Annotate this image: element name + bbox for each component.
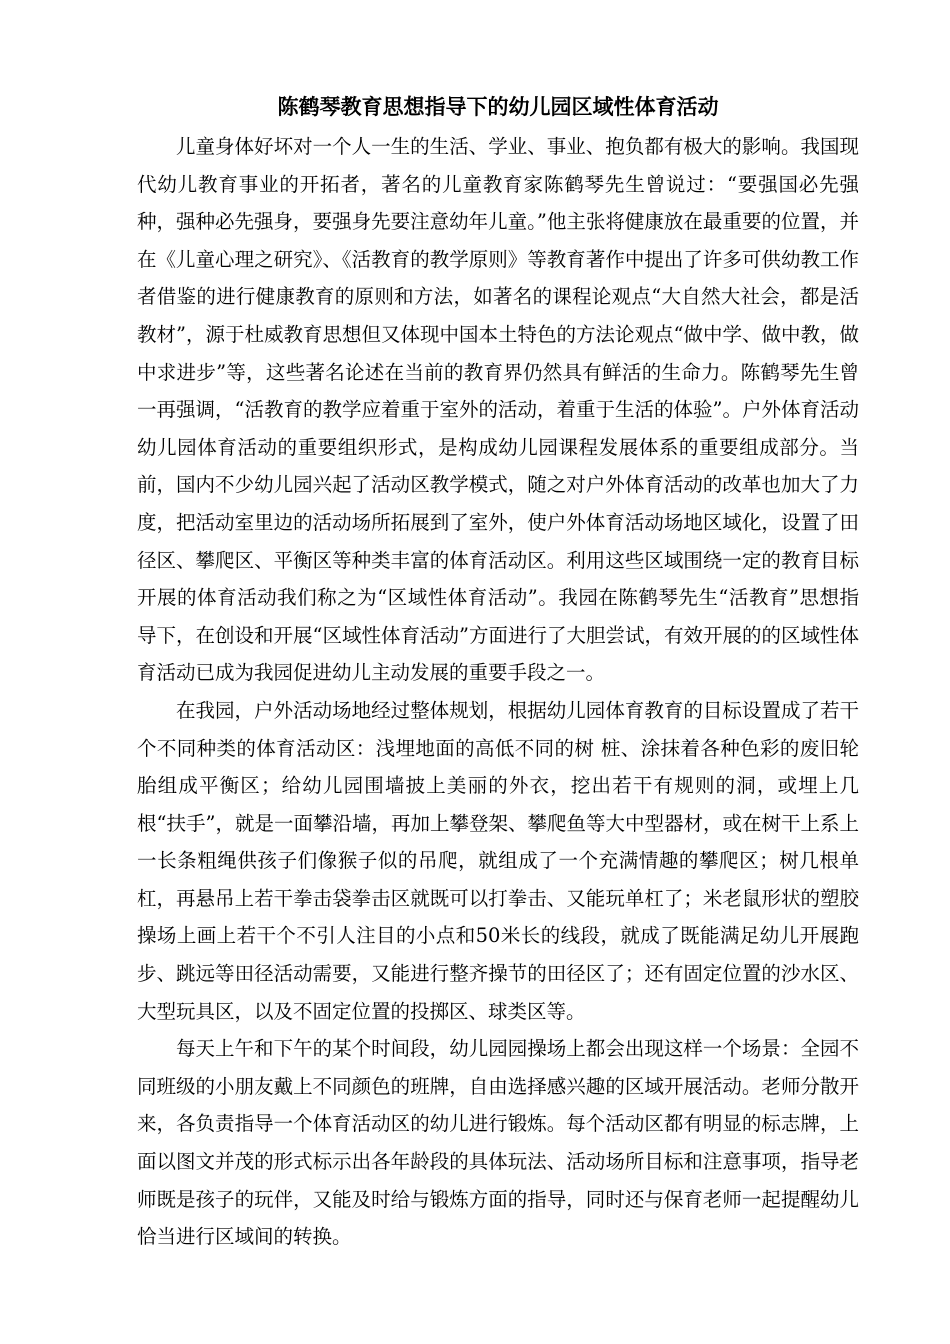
- paragraph-intro: 儿童身体好坏对一个人一生的生活、学业、事业、抱负都有极大的影响。我国现代幼儿教育事业的开拓者，著名的儿童教育家陈鹤琴先生曾说过：“要强国必先强种，强种必先强身，要强身先要注意幼年儿童。”他主张将健康放在最重要的位置，并在《儿童心理之研究》、《活教育的教学原则》等教育著作中提出了许多可供幼教工作者借鉴的进行健康教育的原则和方法，如著名的课程论观点“大自然大社会，都是活教材”，源于杜威教育思想但又体现中国本土特色的方法论观点“做中学、做中教，做中求进步”等，这些著名论述在当前的教育界仍然具有鲜活的生命力。陈鹤琴先生曾一再强调，“活教育的教学应着重于室外的活动，着重于生活的体验”。户外体育活动幼儿园体育活动的重要组织形式，是构成幼儿园课程发展体系的重要组成部分。当前，国内不少幼儿园兴起了活动区教学模式，随之对户外体育活动的改革也加大了力度，把活动室里边的活动场所拓展到了室外，使户外体育活动场地区域化，设置了田径区、攀爬区、平衡区等种类丰富的体育活动区。利用这些区域围绕一定的教育目标开展的体育活动我们称之为“区域性体育活动”。我园在陈鹤琴先生“活教育”思想指导下，在创设和开展“区域性体育活动”方面进行了大胆尝试，有效开展的的区域性体育活动已成为我园促进幼儿主动发展的重要手段之一。: [137, 135, 859, 685]
- document-title: 陈鹤琴教育思想指导下的幼儿园区域性体育活动: [277, 95, 719, 119]
- document-body: [137, 128, 859, 1256]
- paragraph-activity-areas: 在我园，户外活动场地经过整体规划，根据幼儿园体育教育的目标设置成了若干个不同种类的体育活动区：浅埋地面的高低不同的树 桩、涂抹着各种色彩的废旧轮胎组成平衡区；给幼儿园围墙披上美丽的外衣，挖出若干有规则的洞，或埋上几根“扶手”，就是一面攀沿墙，再加上攀登架、攀爬鱼等大中型器材，或在树干上系上一长条粗绳供孩子们像猴子似的吊爬，就组成了一个充满情趣的攀爬区；树几根单杠，再悬吊上若干拳击袋拳击区就既可以打拳击、又能玩单杠了；米老鼠形状的塑胶操场上画上若干个不引人注目的小点和50米长的线段，就成了既能满足幼儿开展跑步、跳远等田径活动需要，又能进行整齐操节的田径区了；还有固定位置的沙水区、大型玩具区，以及不固定位置的投掷区、球类区等。: [137, 698, 859, 1023]
- paragraph-daily-scene: 每天上午和下午的某个时间段，幼儿园园操场上都会出现这样一个场景：全园不同班级的小朋友戴上不同颜色的班牌，自由选择感兴趣的区域开展活动。老师分散开来，各负责指导一个体育活动区的幼儿进行锻炼。每个活动区都有明显的标志牌，上面以图文并茂的形式标示出各年龄段的具体玩法、活动场所目标和注意事项，指导老师既是孩子的玩伴，又能及时给与锻炼方面的指导，同时还与保育老师一起提醒幼儿恰当进行区域间的转换。: [137, 1037, 859, 1249]
